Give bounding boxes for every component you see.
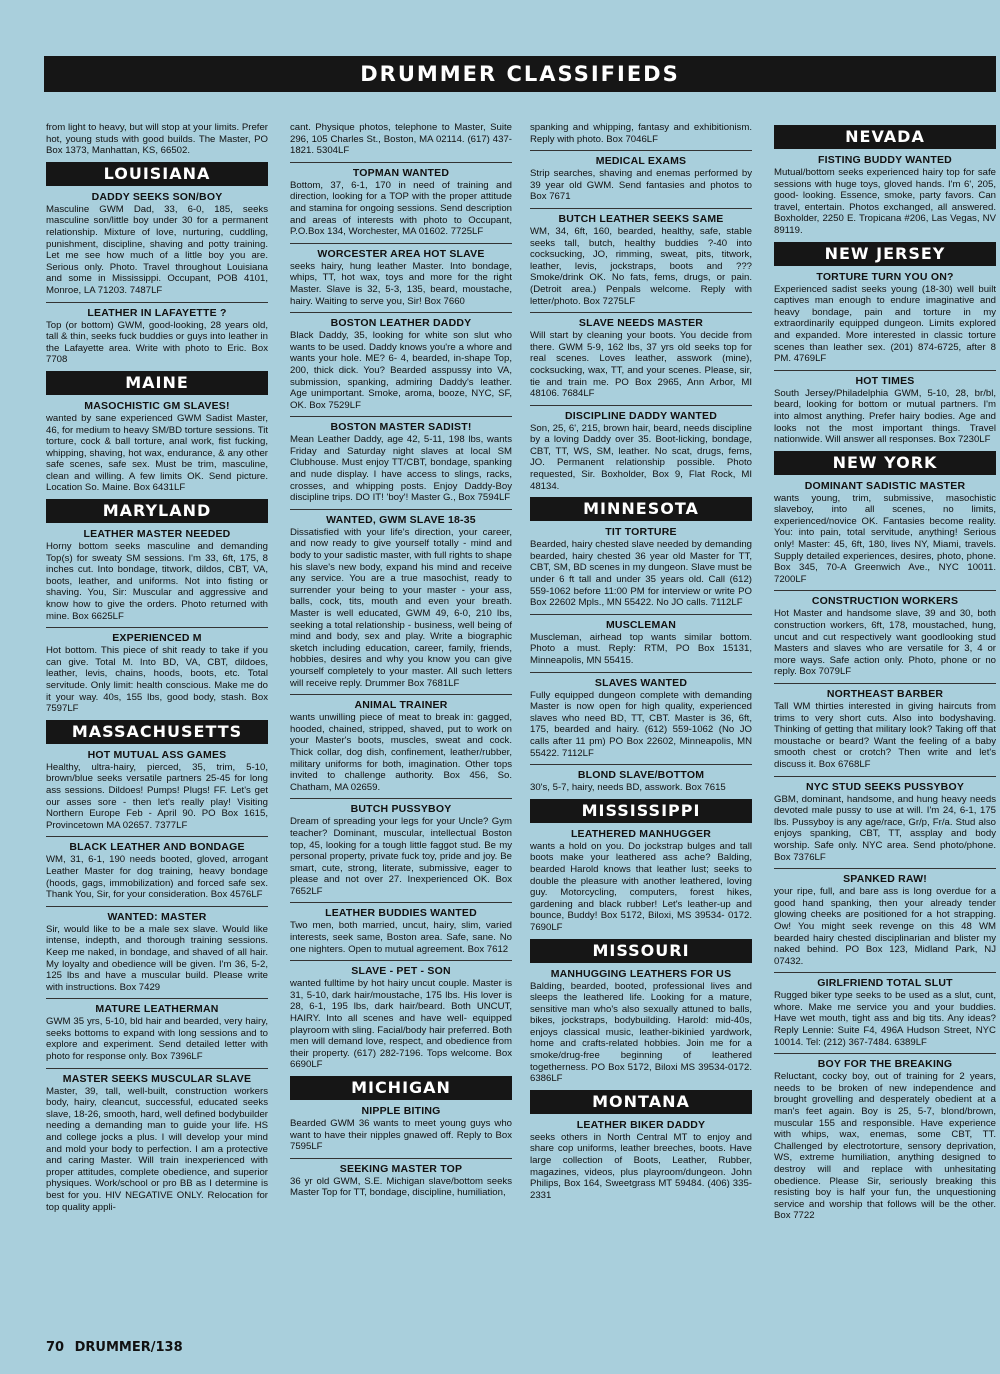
ad-body: wanted by sane experienced GWM Sadist Master, 46, for medium to heavy SM/BD torture sessions. Tit torture, cock & ball torture, anal work, fist fucking, whipping, shaving, hot wax, endurance, & any other safe scenes, safe sex. Must be trim, masculine, clean and willing. A few limits OK. Send picture. Location So. Maine. Box 6431LF [46,412,268,494]
ad-title: HOT TIMES [855,374,915,387]
column-1 [46,122,268,1332]
classified-ad [46,911,268,994]
ad-body: Dream of spreading your legs for your Uncle? Gym teacher? Dominant, muscular, intellectual Boston top, 45, looking for a tough little faggot stud. Be my personal property, private fuck toy, pride and joy. Be smart, cute, strong, literate, submissive, eager to please and not over 27. Inexperienced OK. Box 7652LF [290,816,512,897]
state-heading: MISSOURI [530,939,752,963]
classified-ad [46,528,268,622]
classified-ad [46,632,268,715]
column-2 [290,122,512,1332]
classified-ad [774,595,996,678]
classified-ad [290,514,512,689]
divider [46,1068,268,1069]
ad-title: MEDICAL EXAMS [595,155,687,168]
state-heading: MAINE [46,371,268,395]
continued-text: cant. Physique photos, telephone to Master, Suite 296, 105 Charles St., Boston, MA 02114. (617) 437-1821. 5304LF [290,122,512,157]
classified-ad [530,828,752,934]
ad-title: SLAVE - PET - SON [351,965,451,978]
divider [774,776,996,777]
classified-ad [290,965,512,1071]
ad-body: Hot Master and handsome slave, 39 and 30, both construction workers, 6ft, 178, moustached, hung, uncut and cut respectively want goodlooking stud Masters and slaves who are versatile for 3, 4 or more ways. Safe action only. Photo, phone or no reply. Box 7079LF [774,608,996,678]
divider [530,614,752,615]
ad-title: BOSTON MASTER SADIST! [330,421,472,434]
classified-ad [774,375,996,446]
ad-body: South Jersey/Philadelphia GWM, 5-10, 28, br/bl, beard, looking for bottom or mutual partners. I'm into almost anything. Prefer hairy bodies. Age and looks not the most important things. Travel nationwide. Will answer all responses. Box 7230LF [774,387,996,446]
ad-body: 36 yr old GWM, S.E. Michigan slave/bottom seeks Master Top for TT, bondage, discipline, humiliation, [290,1175,512,1199]
divider [290,902,512,903]
classified-ad [46,1003,268,1062]
divider [290,960,512,961]
divider [530,312,752,313]
state-heading: LOUISIANA [46,162,268,186]
ad-body: WM, 31, 6-1, 190 needs booted, gloved, arrogant Leather Master for dog training, heavy bondage (hoods, gags, immobilization) and forced safe sex. Thank You, Sir, for your consideration. Box 4576LF [46,854,268,901]
state-heading: MINNESOTA [530,497,752,521]
ad-body: Strip searches, shaving and enemas performed by 39 year old GWM. Send fantasies and photos to Box 7671 [530,168,752,203]
ad-title: MANHUGGING LEATHERS FOR US [550,967,732,980]
divider [290,1158,512,1159]
ad-title: LEATHER MASTER NEEDED [83,528,231,541]
ad-body: GBM, dominant, handsome, and hung heavy needs devoted male pussy to use at will. I'm 24, 6-1, 175 lbs. Pussyboy is any age/race, Gr/p, Fr/a. Stud also enjoys spanking, CBT, TT, assplay and body worship. Safe only. NYC area. Send photo/phone. Box 7376LF [774,793,996,863]
ad-body: Bottom, 37, 6-1, 170 in need of training and direction, looking for a TOP with the proper attitude and stamina for ongoing sessions. Send description and areas of interests with photo to Occupant, P.O.Box 134, Worchester, MA 01602. 7725LF [290,179,512,238]
divider [290,694,512,695]
divider [774,683,996,684]
divider [774,590,996,591]
ad-body: Muscleman, airhead top wants similar bottom. Photo a must. Reply: RTM, PO Box 15131, Minneapolis, MN 55415. [530,631,752,666]
ad-body: Black Daddy, 35, looking for white son slut who wants to be used. Daddy knows you're a whore and wants your hole. ME? 6- 4, bearded, in-shape Top, 200, thick dick. You? Bearded asspussy into VA, submission, spanking, admiring Daddy's leather. Age unimportant. Smoke, aroma, booze, NYC, SF, OK. Box 7529LF [290,330,512,411]
ad-body: wants a hold on you. Do jockstrap bulges and tall boots make your leathered ass ache? Balding, bearded Harold knows that leather lust; seeks to double the pleasure with another leathered, loving guy. Motorcycling, computers, forest hikes, gardening and black rubber! Let's leather-up and bounce, Buddy! Box 5172, Biloxi, MS 39534- 0172. 7690LF [530,840,752,933]
divider [290,509,512,510]
classified-ad [290,803,512,897]
ad-title: DOMINANT SADISTIC MASTER [804,479,966,492]
divider [290,416,512,417]
ad-title: NORTHEAST BARBER [826,688,944,700]
ad-title: SPANKED RAW! [843,873,927,886]
divider [530,672,752,673]
ad-body: your ripe, full, and bare ass is long overdue for a good hand spanking, then your already tender glowing cheeks are positioned for a hot strapping. Ow! You might seek revenge on this 48 WM bearded hairy chested disciplinarian and blister my naked behind. PO Box 123, Midland Park, NJ 07432. [774,886,996,967]
divider [46,998,268,999]
ad-title: WANTED: MASTER [107,910,207,923]
classified-ad [46,841,268,900]
classified-ad [46,307,268,366]
ad-title: TORTURE TURN YOU ON? [816,270,954,283]
classified-ad [530,213,752,307]
classified-ad [530,155,752,203]
ad-body: Mutual/bottom seeks experienced hairy top for safe sessions with huge toys, gloved hands. I'm 6', 205, good- looking. Essence, smoke, party favors. Can travel, entertain. Photos exchanged, all answered. Boxholder, 2250 E. Tropicana #206, Las Vegas, NV 89119. [774,167,996,236]
divider [290,243,512,244]
ad-body: Top (or bottom) GWM, good-looking, 28 years old, tall & thin, seeks fuck buddies or guys into leather in the Lafayette area. Write with photo to Eric. Box 7708 [46,319,268,366]
ad-title: BUTCH LEATHER SEEKS SAME [558,212,724,225]
divider [46,836,268,837]
ad-body: Two men, both married, uncut, hairy, slim, varied interests, seek same, Boston area. Safe, sane. No one nighters. Open to mutual agreement. Box 7612 [290,920,512,955]
ad-title: NIPPLE BITING [361,1105,441,1117]
classified-ad [774,977,996,1048]
ad-title: SLAVE NEEDS MASTER [578,317,704,330]
state-heading: MARYLAND [46,499,268,523]
state-heading: MASSACHUSETTS [46,720,268,744]
classified-ad [46,749,268,832]
ad-body: Dissatisfied with your life's direction, your career, and now ready to give yourself totally - mind and body to your sadistic master, with full rights to shape his slave's new body, expand his mind and receive any service. You are a true masochist, ready to surrender your being to your master - your ass, balls, cock, tits, mouth and even your breath. Master is well educated, GWM 49, 6-0, 210 lbs, seeking a total relationship - business, well being of mind and body, sex and play. Write a biographic sketch including education, career, family, friends, hobbies, desires and why you know you can give yourself completely to your master. All such letters will receive reply. Drummer Box 7681LF [290,526,512,689]
ad-body: Balding, bearded, booted, professional lives and sleeps the leathered life. Looking for a mature, sensitive man who's also sexually attuned to balls, bikes, jockstraps, bodybuilding. Harold: mid-40s, enjoys classical music, leather-bikinied yardwork, home and crafts-related hobbies. Join me for a smoke/drug-free beginning of leathered togetherness. PO Box 5172, Biloxi MS 39534-0172. 6386LF [530,980,752,1085]
ad-title: BUTCH PUSSYBOY [350,803,452,816]
divider [774,370,996,371]
classified-ad [530,769,752,794]
classified-ad [530,619,752,667]
divider [290,162,512,163]
ad-title: SLAVES WANTED [594,676,688,689]
state-heading: MONTANA [530,1090,752,1114]
divider [774,972,996,973]
column-3 [530,122,752,1332]
ad-title: TIT TORTURE [605,526,677,539]
ad-title: WORCESTER AREA HOT SLAVE [317,247,485,260]
ad-body: Horny bottom seeks masculine and demanding Top(s) for sweaty SM sessions. I'm 33, 6ft, 175, 8 inches cut. Into bondage, titwork, dildos, CBT, VA, boots, leather, and uniforms. Not into fisting or shaving. You, Sir: Muscular and aggressive and know how to give the orders. Photo returned with mine. Box 6625LF [46,541,268,622]
ad-title: FISTING BUDDY WANTED [818,154,952,166]
ad-body: Will start by cleaning your boots. You decide from there. GWM 5-9, 162 lbs, 37 yrs old seeks top for real scenes. Loves leather, asswork (mine), cocksucking, wax, TT, and your scenes. Please, sir, tie and train me. PO Box 2965, Ann Arbor, MI 48106. 7684LF [530,330,752,400]
ad-body: GWM 35 yrs, 5-10, bld hair and bearded, very hairy, seeks bottoms to expand with long sessions and to explore and experiment. Send detailed letter with photo for response only. Box 7396LF [46,1016,268,1063]
ad-title: LEATHER IN LAFAYETTE ? [87,306,227,319]
ad-title: LEATHER BIKER DADDY [576,1118,706,1131]
ad-title: SEEKING MASTER TOP [339,1162,463,1175]
ad-body: Mean Leather Daddy, age 42, 5-11, 198 lbs, wants Friday and Saturday night slaves at local SM Clubhouse. Must enjoy TT/CBT, bondage, spanking and nude display. I have access to slings, racks, crosses, and whipping posts. Enjoy Daddy-Boy discipline trips. DO IT! 'boy'! Master G., Box 7594LF [290,434,512,504]
classified-ad [290,699,512,793]
ad-title: CONSTRUCTION WORKERS [811,595,959,608]
classified-ad [290,421,512,504]
ad-title: LEATHER BUDDIES WANTED [325,907,477,920]
divider [774,868,996,869]
ad-title: MUSCLEMAN [605,618,677,631]
ad-title: DISCIPLINE DADDY WANTED [565,409,717,422]
ad-body: Bearded GWM 36 wants to meet young guys who want to have their nipples gnawed off. Reply to Box 7595LF [290,1118,512,1153]
classified-ad [530,968,752,1085]
ad-title: NYC STUD SEEKS PUSSYBOY [805,780,965,793]
divider [530,405,752,406]
classified-ad [774,271,996,365]
state-heading: MICHIGAN [290,1076,512,1100]
ad-title: BLACK LEATHER AND BONDAGE [69,841,245,854]
classified-ad [46,191,268,297]
ad-title: BOY FOR THE BREAKING [817,1058,953,1071]
classified-ad [774,1058,996,1222]
classified-ad [46,1073,268,1214]
ad-body: Masculine GWM Dad, 33, 6-0, 185, seeks masculine son/little boy under 30 for a permanent relationship. Mixture of love, nurturing, cuddling, punishment, discipline, shaving and potty training. Let me see how much of a little boy you are. Serious only. Photo. Travel throughout Louisiana and some in Mississippi. Occupant, POB 4101, Monroe, LA 71203. 7487LF [46,203,268,296]
classified-ad [290,907,512,955]
page-footer [46,1340,183,1355]
classified-ad [530,1119,752,1202]
ad-title: BOSTON LEATHER DADDY [330,317,472,330]
page-header [44,56,996,92]
ad-body: Rugged biker type seeks to be used as a slut, cunt, whore. Make me service you and your buddies. Have wet mouth, tight ass and big tits. Any ideas? Reply Lennie: Suite F4, 496A Hudson Street, NYC 10014. Tel: (212) 367-7484. 6389LF [774,990,996,1048]
divider [530,208,752,209]
ad-title: MASTER SEEKS MUSCULAR SLAVE [62,1072,252,1085]
ad-title: GIRLFRIEND TOTAL SLUT [817,977,953,990]
classified-ad [774,154,996,237]
ad-body: seeks hairy, hung leather Master. Into bondage, whips, TT, hot wax, toys and more for the right Master. Slave is 32, 5-3, 135, beard, moustache, hairy. Waiting to serve you, Sir! Box 7660 [290,260,512,307]
ad-body: Reluctant, cocky boy, out of training for 2 years, needs to be broken of new independence and brought grovelling and desperately obedient at a man's feet again. Boy is 25, 5-7, blond/brown, muscular 155 and responsible. Have experience with whips, wax, enemas, some CBT, TT. Challenged by electrotorture, sensory deprivation, WS, extreme humiliation, anything designed to destroy will and replace with unhesitating obedience. Please Sir, seriously breaking this resisting boy is half your fun, the unquestioning service and worship that follows will be the other. Box 7722 [774,1071,996,1222]
classified-ad [290,248,512,307]
ad-body: Master, 39, tall, well-built, construction workers body, hairy, cleancut, successful, educated seeks slave, 18-26, smooth, hard, well defined bodybuilder needing a demanding man to guide your life. HS and college jocks a plus. I will develop your mind and mold your body to perfection. I am a protective and caring Master. Will train inexperienced with proper attitudes, complete obedience, and superior physiques. Work/school or pro BB as I determine is best for you. HIV NEGATIVE ONLY. Relocation for top quality appli- [46,1085,268,1213]
classified-ad [530,317,752,400]
ad-body: Hot bottom. This piece of shit ready to take if you can give. Total M. Into BD, VA, CBT, dildoes, leather, levis, chains, hoods, boots, etc. Total servitude. Only limit: health conscious. Make me do it your way. 40s, 155 lbs, good body, stash. Box 7597LF [46,645,268,715]
issue-label: DRUMMER/138 [74,1340,183,1355]
classified-ad [774,873,996,967]
continued-text: from light to heavy, but will stop at your limits. Prefer hot, young studs with good builds. The Master, PO Box 1373, Manhattan, KS, 66502. [46,122,268,157]
ad-body: Healthy, ultra-hairy, pierced, 35, trim, 5-10, brown/blue seeks versatile partners 25-45 for long ass sessions. Dildoes! Pumps! Plugs! FF. Let's get our asses sore - then let's really play! Visiting Northern Europe Feb - April 90. PO Box 1615, Provincetown MA 02657. 7377LF [46,761,268,831]
ad-title: HOT MUTUAL ASS GAMES [87,748,227,761]
continued-text: spanking and whipping, fantasy and exhibitionism. Reply with photo. Box 7046LF [530,122,752,145]
classified-ad [290,1163,512,1199]
classified-ad [774,781,996,864]
divider [46,906,268,907]
classified-ad [530,526,752,609]
divider [46,627,268,628]
ad-body: wants unwilling piece of meat to break in: gagged, hooded, chained, stripped, shaved, put to work on your Master's boots, muscles, sweat and cock. Thick collar, dog dish, confinement, leather/rubber, military uniforms for both, imagination. Other tops invited to challenge authority. Box 456, So. Chatham, MA 02659. [290,712,512,793]
ad-body: 30's, 5-7, hairy, needs BD, asswork. Box 7615 [530,782,726,794]
classified-ad [530,677,752,760]
ad-title: MASOCHISTIC GM SLAVES! [84,399,230,412]
ad-title: WANTED, GWM SLAVE 18-35 [326,513,476,526]
ad-body: Fully equipped dungeon complete with demanding Master is now open for high quality, experienced slaves who need BD, TT, CBT. Master is 36, 6ft, 175, bearded and hairy. (612) 559-1062 (No JO calls after 11 pm) PO Box 22602, Minneapolis, MN 55422. 7112LF [530,689,752,759]
ad-body: seeks others in North Central MT to enjoy and share cop uniforms, leather breeches, boots. Have large collection of Boots, Leather, Rubber, magazines, videos, plus playroom/dungeon. John Philips, Box 164, Sweetgrass MT 59484. (406) 335-2331 [530,1131,752,1201]
state-heading: NEVADA [774,125,996,149]
ad-title: BLOND SLAVE/BOTTOM [577,769,705,782]
ad-body: wants young, trim, submissive, masochistic slaveboy, into all scenes, no limits, experienced/novice OK. Fantasies become reality. You: into pain, total servitude, anything! Serious only! Master: 45, 6ft, 180, lives NY, Miami, travels. Supply detailed experiences, desires, photo, phone. Box 345, 70-A Greenwich Ave., NYC 10011. 7200LF [774,492,996,585]
column-4 [774,122,996,1332]
ad-title: MATURE LEATHERMAN [95,1003,219,1016]
divider [290,798,512,799]
ad-title: EXPERIENCED M [112,632,202,645]
classified-ad [774,480,996,586]
ad-body: Experienced sadist seeks young (18-30) well built captives man enough to endure imaginative and heavy bondage, pain and torture in my extraordinarily equipped dungeon. Limits explored and expanded. More interested in classic torture scenes than leather sex. (201) 874-6725, after 8 PM. 4769LF [774,283,996,365]
state-heading: NEW JERSEY [774,242,996,266]
divider [290,312,512,313]
classified-ad [774,688,996,771]
divider [530,764,752,765]
classified-ad [46,400,268,494]
ad-body: Sir, would like to be a male sex slave. Would like intense, indepth, and thorough training sessions. Keep me naked, in bondage, and shaved of all hair. My loyalty and obedience will be given. I'm 36, 5-2, 125 lbs and have a muscular build. Please write with instructions. Box 7429 [46,923,268,993]
classified-ad [290,1105,512,1153]
ad-title: LEATHERED MANHUGGER [570,827,712,840]
ad-body: Tall WM thirties interested in giving haircuts from trims to very short cuts. Also into bodyshaving. Thinking of getting that military look? Taking off that moustache or beard? Want the feeling of a baby smooth chest or crotch? Then write and let's discuss it. Box 6768LF [774,701,996,770]
state-heading: MISSISSIPPI [530,799,752,823]
classified-ad [530,410,752,493]
ad-body: WM, 34, 6ft, 160, bearded, healthy, safe, stable seeks tall, butch, healthy buddies ?-40 into cocksucking, JO, rimming, sweat, pits, titwork, leather, levis, jockstraps, boots and ??? Smoke/drink OK. No fats, fems, drugs, or pain. (Detroit area.) Penpals welcome. Reply with letter/photo. Box 7275LF [530,225,752,307]
ad-title: ANIMAL TRAINER [354,699,448,712]
divider [46,302,268,303]
page-title: DRUMMER CLASSIFIEDS [360,62,680,86]
page-number: 70 [46,1340,65,1355]
state-heading: NEW YORK [774,451,996,475]
ad-title: DADDY SEEKS SON/BOY [91,190,223,203]
ad-body: wanted fulltime by hot hairy uncut couple. Master is 31, 5-10, dark hair/moustache, 175 lbs. His lover is 28, 6-1, 195 lbs, dark hair/beard. Both UNCUT, HAIRY. Into all scenes and have well- equipped playroom with sling. Facial/body hair preferred. Both men will demand love, respect, and obedience from their property. (617) 282-7196. Tops welcome. Box 6690LF [290,978,512,1071]
classified-ad [290,167,512,238]
ad-body: Son, 25, 6', 215, brown hair, beard, needs discipline by a loving Daddy over 35. Boot-licking, bondage, CBT, TT, WS, SM, leather. No scat, drugs, fems, JO. Permanent relationship possible. Photo requested, Sir. Boxholder, Box 9, Flat Rock, MI 48134. [530,422,752,492]
divider [530,150,752,151]
ad-body: Bearded, hairy chested slave needed by demanding bearded, hairy chested 36 year old Master for TT, CBT, SM, BD scenes in my dungeon. Slave must be under 6 ft tall and under 35 years old. Call (612) 559-1062 before 11:00 PM for interview or write PO Box 22602 Mpls., MN 55422. No JO calls. 7112LF [530,539,752,609]
divider [774,1053,996,1054]
classified-ad [290,317,512,411]
ad-title: TOPMAN WANTED [352,166,450,179]
